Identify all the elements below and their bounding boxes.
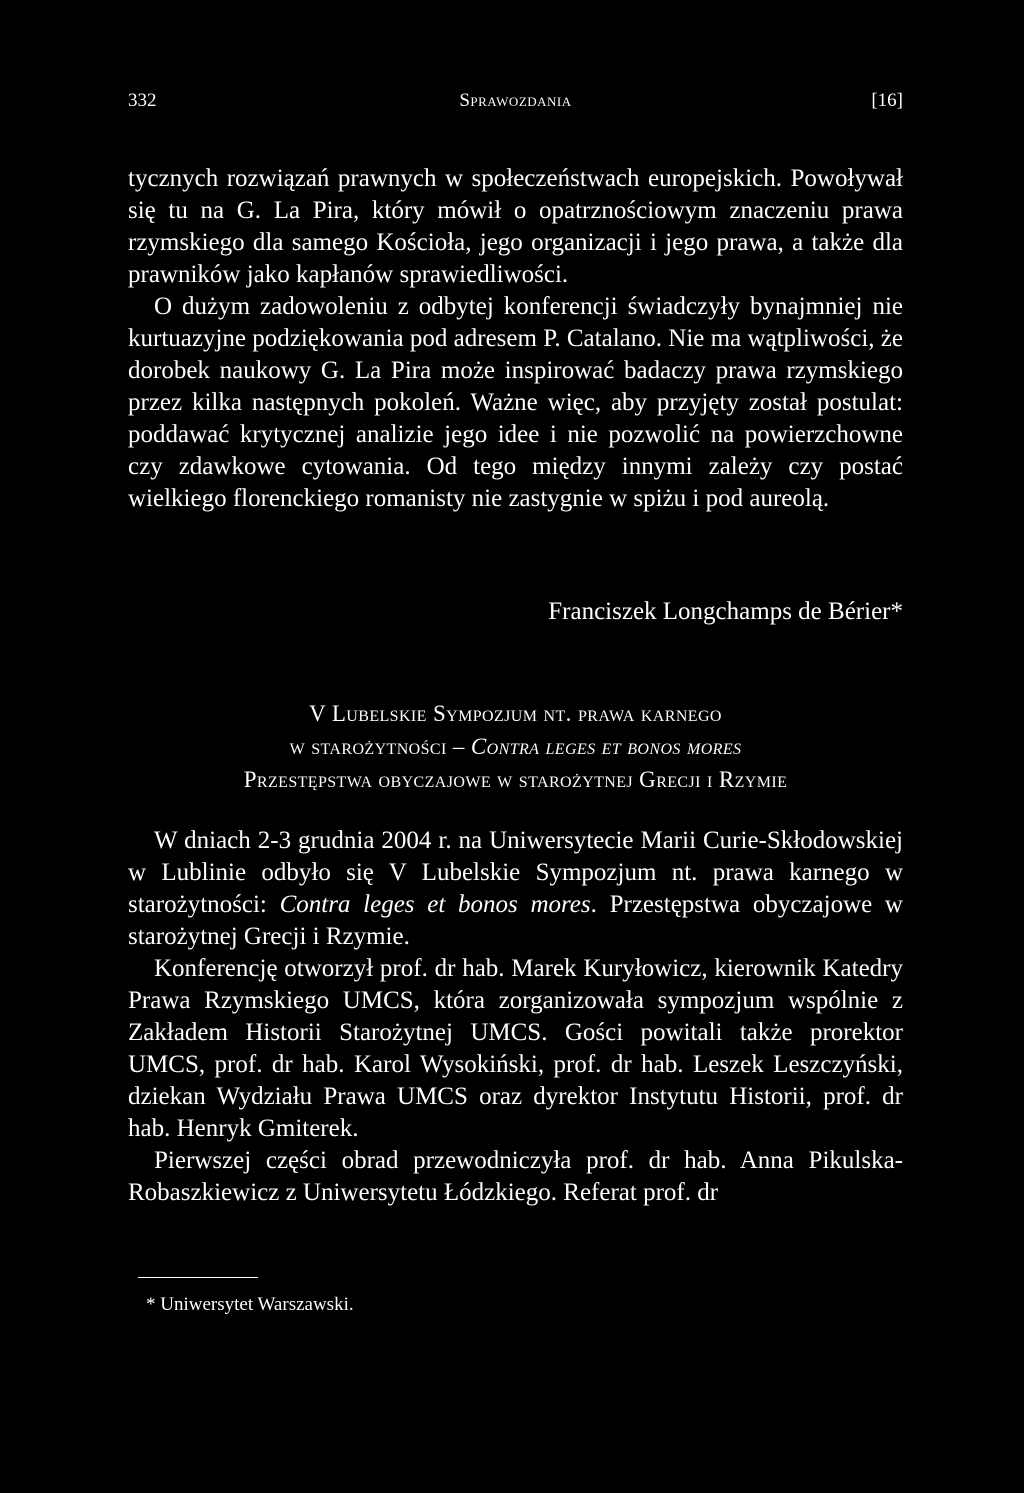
- paragraph: Pierwszej części obrad przewodniczyła prof. dr hab. Anna Pikulska-Robaszkiewicz z Uniwersytetu Łódzkiego. Referat prof. dr: [128, 1147, 903, 1206]
- section-title-line: [128, 730, 903, 763]
- document-page: [128, 0, 903, 1493]
- section-title-line: Przestępstwa obyczajowe w starożytnej Grecji i Rzymie: [243, 767, 788, 792]
- section-title-prefix: w starożytności –: [289, 734, 471, 759]
- footnote: * Uniwersytet Warszawski.: [146, 1294, 354, 1315]
- running-header: [128, 90, 903, 118]
- footnote-divider: [138, 1277, 258, 1278]
- paragraph: Konferencję otworzył prof. dr hab. Marek Kuryłowicz, kierownik Katedry Prawa Rzymskiego UMCS, która zorganizowała sympozjum wspólnie z Zakładem Historii Starożytnej UMCS. Gości powitali także prorektor UMCS, prof. dr hab. Karol Wysokiński, prof. dr hab. Leszek Leszczyński, dziekan Wydziału Prawa UMCS oraz dyrektor Instytutu Historii, prof. dr hab. Henryk Gmiterek.: [128, 955, 903, 1142]
- section-title-line: V Lubelskie Sympozjum nt. prawa karnego: [309, 701, 722, 726]
- latin-title: Contra leges et bonos mores: [279, 891, 591, 918]
- running-title: Sprawozdania: [459, 90, 572, 111]
- report-text: [128, 825, 903, 1209]
- author-signature: Franciszek Longchamps de Bérier*: [548, 598, 903, 625]
- section-title: [128, 697, 903, 796]
- signature-mark: [16]: [871, 90, 903, 111]
- paragraph: [128, 825, 903, 953]
- text-run: . Przestępstwa obyczajowe w starożytnej Grecji i Rzymie.: [128, 891, 903, 950]
- section-title-latin: Contra leges et bonos mores: [470, 734, 742, 759]
- paragraph: tycznych rozwiązań prawnych w społeczeństwach europejskich. Powoływał się tu na G. La Pira, który mówił o opatrznościowym znaczeniu prawa rzymskiego dla samego Kościoła, jego organizacji i jego prawa, a także dla prawników jako kapłanów sprawiedliwości.: [128, 165, 903, 288]
- paragraph: O dużym zadowoleniu z odbytej konferencji świadczyły bynajmniej nie kurtuazyjne podziękowania pod adresem P. Catalano. Nie ma wątpliwości, że dorobek naukowy G. La Pira może inspirować badaczy prawa rzymskiego przez kilka następnych pokoleń. Ważne więc, aby przyjęty został postulat: poddawać krytycznej analizie jego idee i nie pozwolić na powierzchowne czy zdawkowe cytowania. Od tego między innymi zależy czy postać wielkiego florenckiego romanisty nie zastygnie w spiżu i pod aureolą.: [128, 293, 903, 512]
- text-run: W dniach 2-3 grudnia 2004 r. na Uniwersytecie Marii Curie-Skłodowskiej w Lublinie odbyło się V Lubelskie Sympozjum nt. prawa karnego w starożytności:: [128, 827, 903, 918]
- continued-text: [128, 163, 903, 515]
- page-number: 332: [128, 90, 157, 111]
